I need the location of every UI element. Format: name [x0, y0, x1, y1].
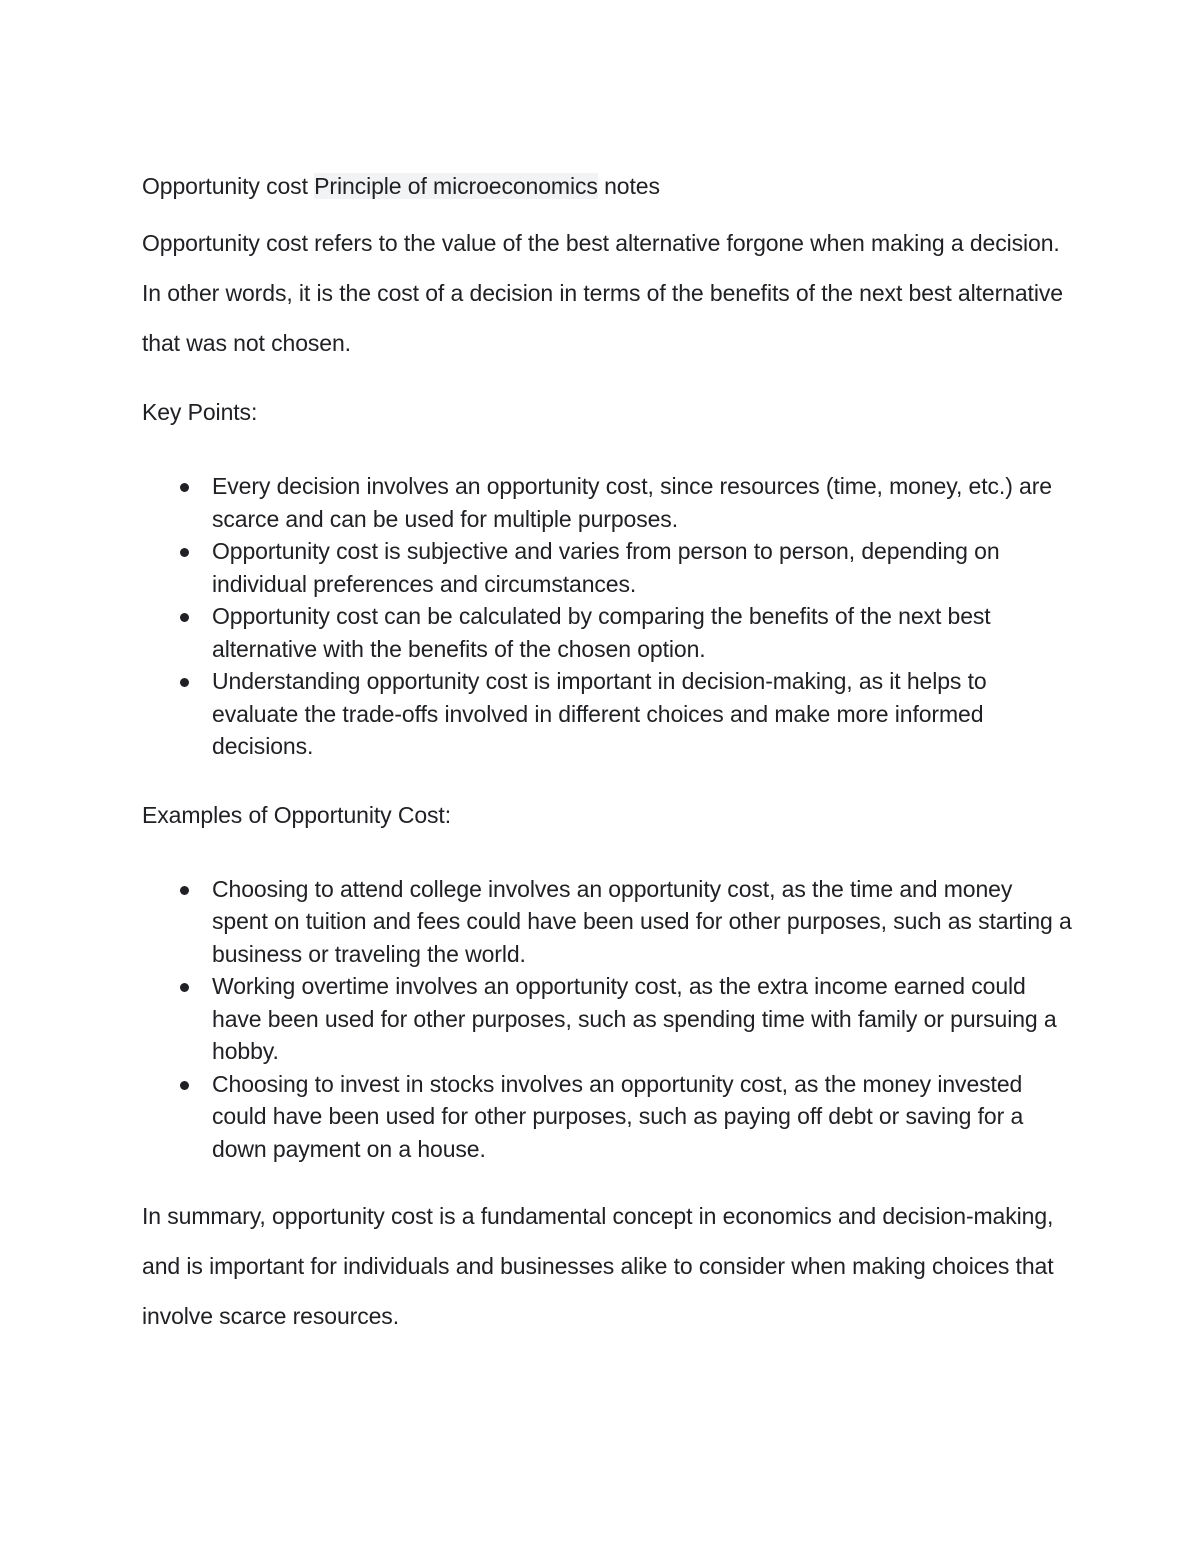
example-text: Choosing to attend college involves an opportunity cost, as the time and money spent on tuition and fees could have been used for other purposes, such as starting a business or traveling the world. — [212, 875, 1072, 967]
key-point-text: Every decision involves an opportunity cost, since resources (time, money, etc.) are scarce and can be used for multiple purposes. — [212, 473, 1052, 532]
bullet-icon — [180, 983, 189, 992]
example-text: Choosing to invest in stocks involves an opportunity cost, as the money invested could have been used for other purposes, such as paying off debt or saving for a down payment on a house. — [212, 1070, 1024, 1162]
bullet-icon — [180, 483, 189, 492]
key-point-text: Opportunity cost is subjective and varies from person to person, depending on individual preferences and circumstances. — [212, 538, 1000, 597]
list-item — [142, 873, 1072, 971]
key-point-text: Opportunity cost can be calculated by comparing the benefits of the next best alternative with the benefits of the chosen option. — [212, 603, 991, 662]
title-highlight: Principle of microeconomics — [314, 173, 598, 199]
list-item — [142, 600, 1072, 665]
list-item — [142, 970, 1072, 1068]
bullet-icon — [180, 613, 189, 622]
title-part-1: Opportunity cost — [142, 173, 315, 199]
summary-paragraph: In summary, opportunity cost is a fundamental concept in economics and decision-making, and is important for individuals and businesses alike to consider when making choices that involve scarce resources. — [142, 1203, 1054, 1329]
key-point-text: Understanding opportunity cost is important in decision-making, as it helps to evaluate the trade-offs involved in different choices and make more informed decisions. — [212, 668, 987, 759]
bullet-icon — [180, 548, 189, 557]
document-title — [142, 166, 1072, 206]
list-item — [142, 1068, 1072, 1166]
bullet-icon — [180, 1081, 189, 1090]
bullet-icon — [180, 678, 189, 687]
intro-paragraph: Opportunity cost refers to the value of the best alternative forgone when making a decision. In other words, it is the cost of a decision in terms of the benefits of the next best alternative that was not chosen. — [142, 230, 1063, 356]
examples-list — [142, 873, 1072, 1166]
list-item — [142, 665, 1072, 763]
key-points-list — [142, 470, 1072, 763]
examples-heading: Examples of Opportunity Cost: — [142, 801, 452, 828]
list-item — [142, 470, 1072, 535]
list-item — [142, 535, 1072, 600]
example-text: Working overtime involves an opportunity cost, as the extra income earned could have been used for other purposes, such as spending time with family or pursuing a hobby. — [212, 973, 1057, 1064]
bullet-icon — [180, 886, 189, 895]
title-part-3: notes — [597, 173, 660, 199]
document-page — [142, 166, 1072, 1341]
key-points-heading: Key Points: — [142, 399, 258, 425]
